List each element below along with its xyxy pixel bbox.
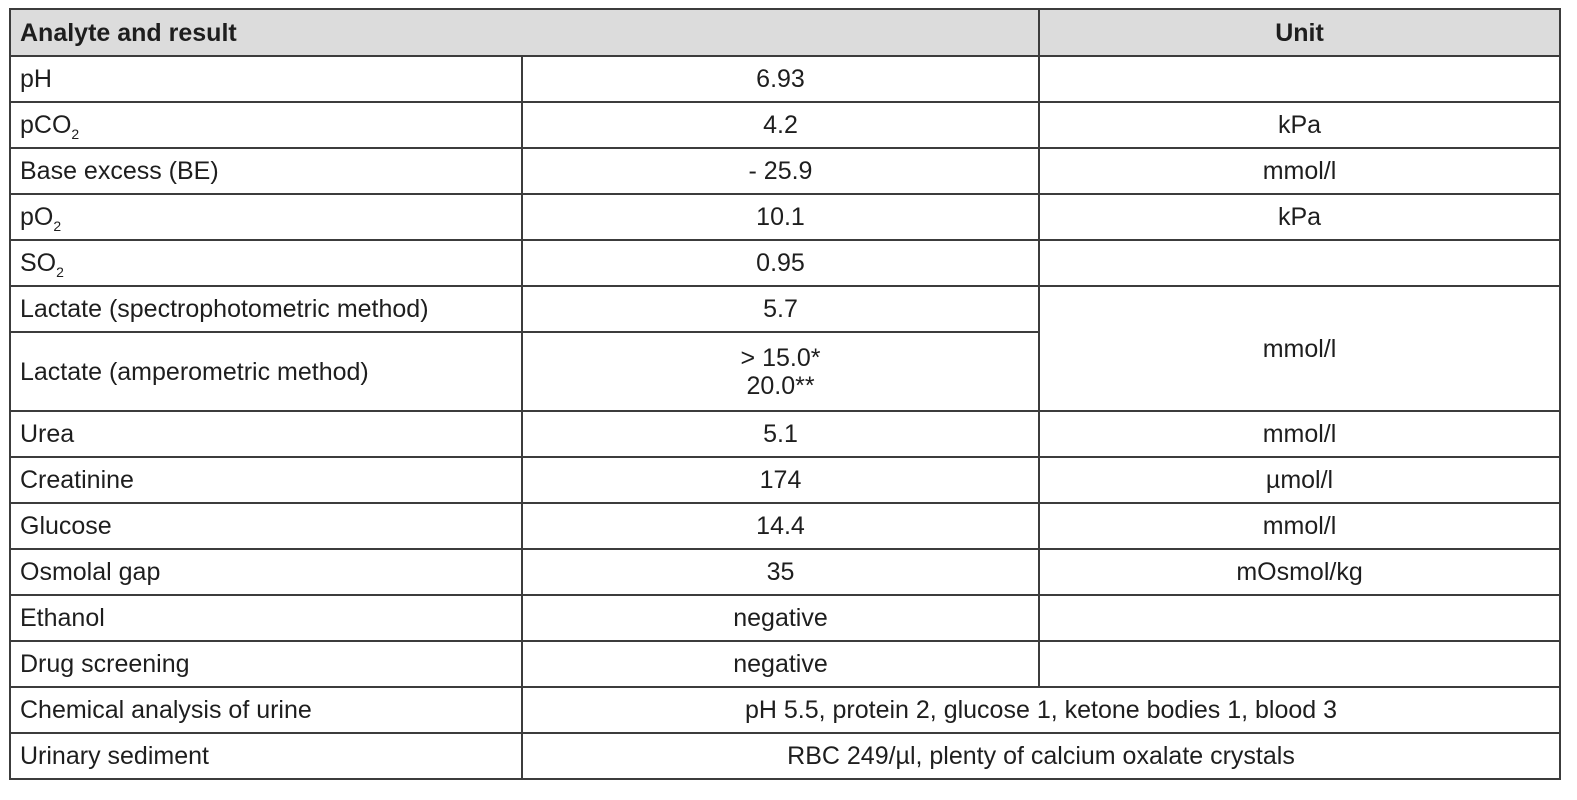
result-cell-wide: pH 5.5, protein 2, glucose 1, ketone bodies 1, blood 3 [522,687,1560,733]
results-table-container [9,8,1559,780]
result-cell: negative [522,641,1039,687]
result-cell: 4.2 [522,102,1039,148]
unit-cell [1039,595,1560,641]
analyte-cell [10,102,522,148]
table-row [10,641,1560,687]
unit-cell-lactate: mmol/l [1039,286,1560,411]
table-row [10,595,1560,641]
unit-cell: kPa [1039,102,1560,148]
table-row [10,56,1560,102]
unit-cell: mmol/l [1039,503,1560,549]
analyte-cell: Glucose [10,503,522,549]
result-line-1: > 15.0* [740,343,821,372]
unit-cell: mOsmol/kg [1039,549,1560,595]
analyte-cell: Lactate (spectrophotometric method) [10,286,522,332]
analyte-subscript: 2 [71,126,80,142]
table-row [10,411,1560,457]
result-cell: 10.1 [522,194,1039,240]
result-cell: negative [522,595,1039,641]
analyte-cell: Drug screening [10,641,522,687]
result-cell: - 25.9 [522,148,1039,194]
unit-cell [1039,641,1560,687]
table-row [10,148,1560,194]
table-row [10,457,1560,503]
table-row [10,549,1560,595]
analyte-text: SO [20,249,57,277]
result-line-2: 20.0** [746,371,815,400]
analyte-cell [10,240,522,286]
analyte-cell: pH [10,56,522,102]
result-cell: 5.1 [522,411,1039,457]
header-unit: Unit [1039,9,1560,56]
analyte-cell: Ethanol [10,595,522,641]
result-cell: 5.7 [522,286,1039,332]
result-cell: 14.4 [522,503,1039,549]
unit-cell [1039,240,1560,286]
table-row [10,503,1560,549]
table-row [10,286,1560,332]
table-row [10,240,1560,286]
analyte-cell [10,194,522,240]
analyte-cell: Base excess (BE) [10,148,522,194]
analyte-cell: Chemical analysis of urine [10,687,522,733]
analyte-cell: Urinary sediment [10,733,522,779]
unit-cell [1039,56,1560,102]
unit-cell: µmol/l [1039,457,1560,503]
analyte-subscript: 2 [53,218,62,234]
result-cell: 35 [522,549,1039,595]
result-cell-wide: RBC 249/µl, plenty of calcium oxalate crystals [522,733,1560,779]
table-row [10,733,1560,779]
table-row [10,194,1560,240]
header-analyte-result: Analyte and result [10,9,1039,56]
analyte-cell: Lactate (amperometric method) [10,332,522,411]
result-cell [522,332,1039,411]
table-row [10,687,1560,733]
analyte-text: pCO [20,111,72,139]
analyte-subscript: 2 [56,264,64,280]
analyte-cell: Osmolal gap [10,549,522,595]
unit-cell: mmol/l [1039,411,1560,457]
result-cell: 174 [522,457,1039,503]
result-cell: 6.93 [522,56,1039,102]
analyte-cell: Creatinine [10,457,522,503]
analyte-text: pO [20,203,54,231]
result-cell: 0.95 [522,240,1039,286]
table-header-row [10,9,1560,56]
lab-results-table [9,8,1561,780]
unit-cell: kPa [1039,194,1560,240]
table-row [10,102,1560,148]
analyte-cell: Urea [10,411,522,457]
unit-cell: mmol/l [1039,148,1560,194]
